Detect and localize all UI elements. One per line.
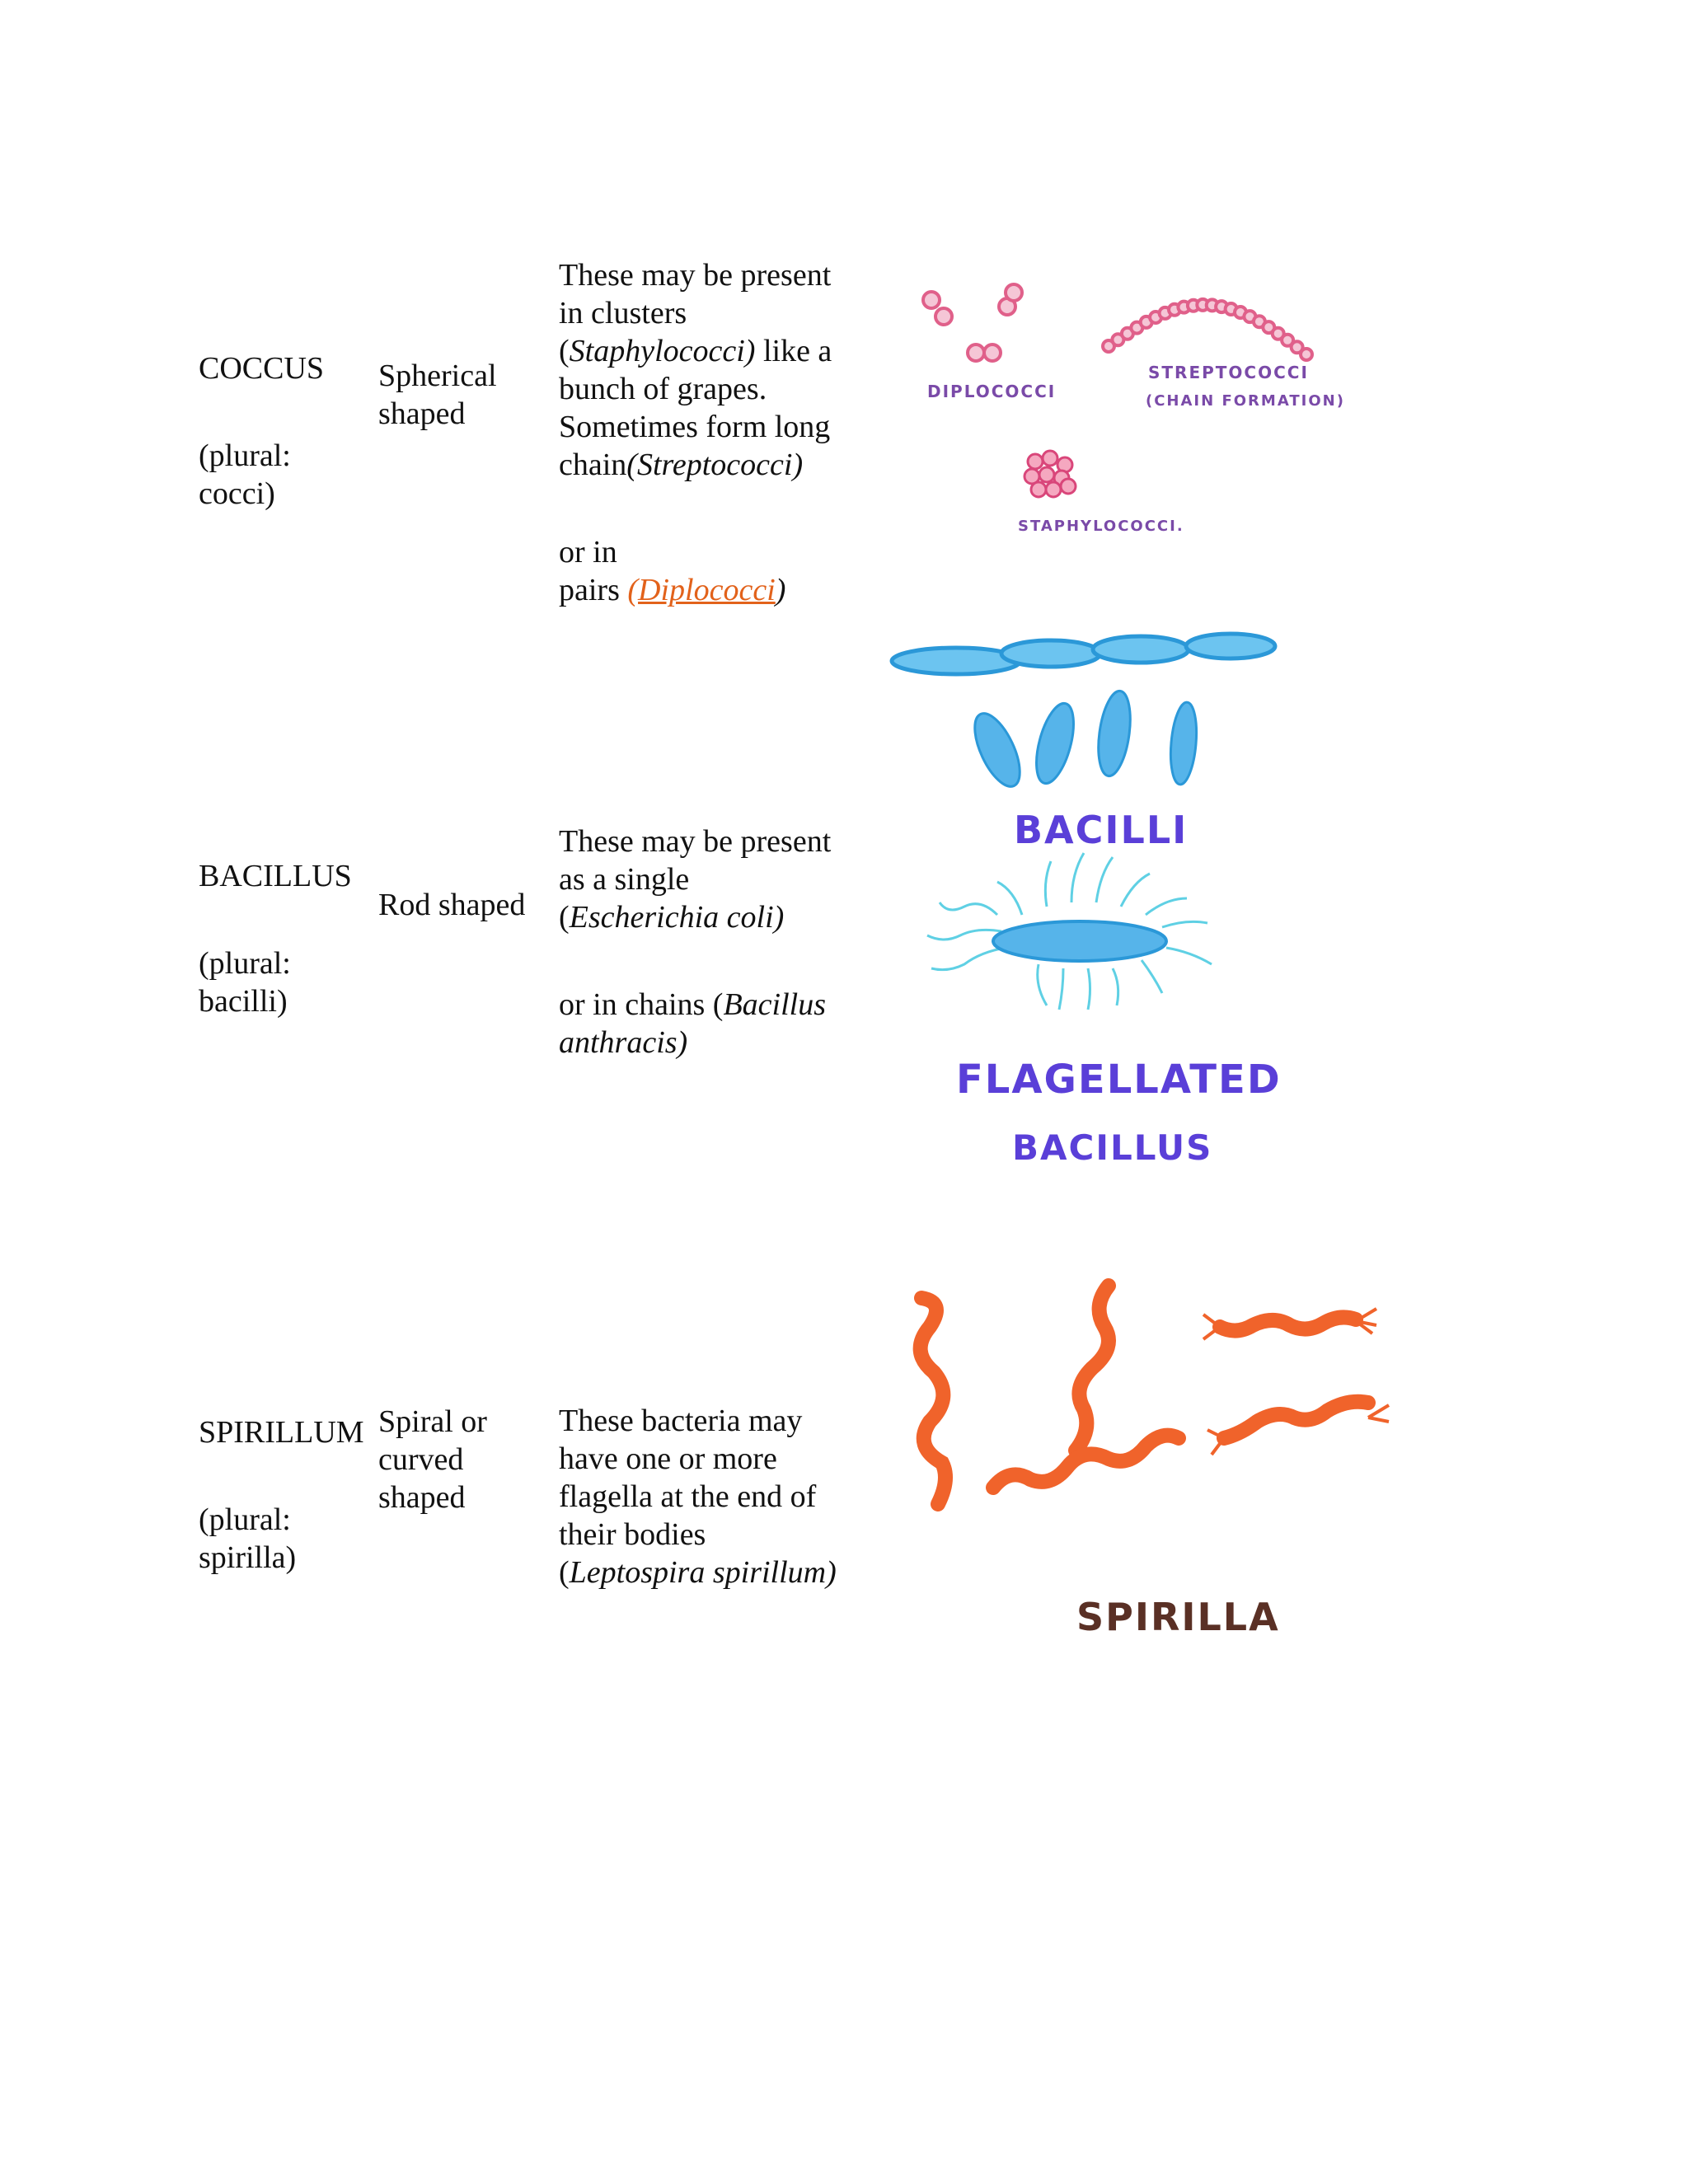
diplococci-drawing <box>923 284 1022 361</box>
spirillum-plural: (plural: spirilla) <box>199 1502 297 1575</box>
coccus-description: These may be present in clusters (Staphylococci) like a bunch of grapes. Sometimes form long chain(Streptococci) or in pairs (Diplococci) <box>559 258 832 607</box>
spirilla-drawing <box>921 1286 1368 1504</box>
label-chain-formation: (CHAIN FORMATION) <box>1146 392 1345 410</box>
coccus-shape: Spherical shaped <box>378 359 497 431</box>
diplococci-link[interactable]: Diplococci <box>638 573 776 607</box>
streptococci-drawing <box>1103 299 1312 360</box>
spirillum-shape: Spiral or curved shaped <box>378 1404 487 1515</box>
bacillus-shape: Rod shaped <box>378 888 526 922</box>
staphylococci-drawing <box>1025 451 1076 497</box>
label-staphylococci: STAPHYLOCOCCI. <box>1018 518 1184 535</box>
label-diplococci: DIPLOCOCCI <box>927 382 1057 401</box>
bacillus-plural: (plural: bacilli) <box>199 946 291 1019</box>
coccus-title: COCCUS <box>199 351 325 386</box>
bacillus-title: BACILLUS <box>199 859 352 893</box>
label-streptococci: STREPTOCOCCI <box>1148 363 1309 382</box>
streptococcus-cell <box>1301 349 1312 360</box>
bacilli-chain-drawing <box>892 634 1275 674</box>
label-bacilli: BACILLI <box>1014 808 1189 852</box>
spirillum-title: SPIRILLUM <box>199 1415 364 1450</box>
spirillum-description: These bacteria may have one or more flagella at the end of their bodies (Leptospira spirillum) <box>559 1404 837 1590</box>
bacilli-single-drawing <box>966 689 1200 793</box>
bacillus-description: These may be present as a single (Escherichia coli) or in chains (Bacillus anthracis) <box>559 824 832 1060</box>
label-flagellated: FLAGELLATED <box>956 1057 1282 1103</box>
label-spirilla: SPIRILLA <box>1076 1595 1280 1639</box>
coccus-plural: (plural: cocci) <box>199 438 291 511</box>
flagellated-bacillus-drawing <box>927 853 1212 1010</box>
label-flagellated-bacillus: BACILLUS <box>1012 1127 1213 1168</box>
